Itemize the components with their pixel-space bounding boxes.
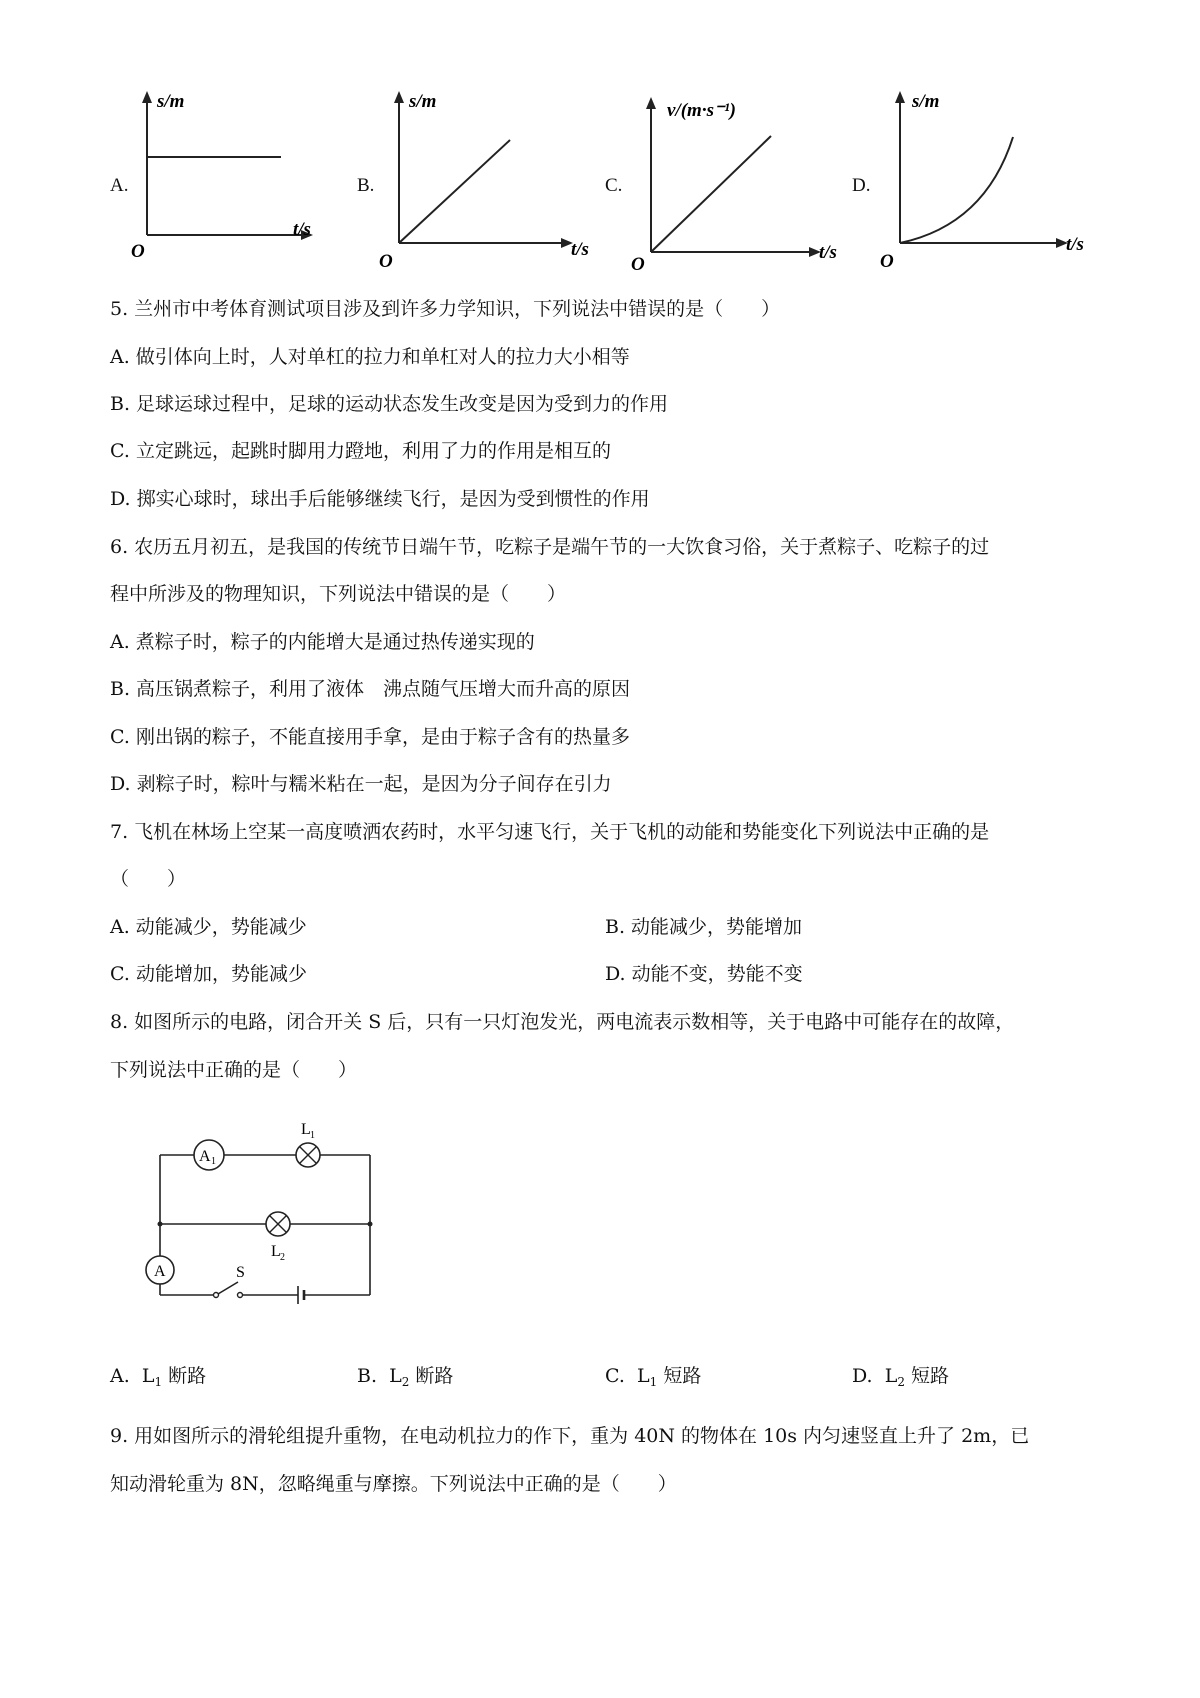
x-axis-label: t/s <box>1066 234 1084 255</box>
y-axis-arrow-icon <box>895 91 905 103</box>
question-8-option-c: C. $L_1$ 短路 <box>605 1365 702 1389</box>
graph-option-c-letter: C. <box>605 175 623 196</box>
switch-label: S <box>236 1264 245 1281</box>
question-6-option-a: A. 煮粽子时，粽子的内能增大是通过热传递实现的 <box>110 631 535 653</box>
question-6-option-c: C. 刚出锅的粽子，不能直接用手拿，是由于粽子含有的热量多 <box>110 726 630 748</box>
question-5-option-c: C. 立定跳远，起跳时脚用力蹬地，利用了力的作用是相互的 <box>110 440 611 462</box>
origin-label: O <box>131 241 145 262</box>
question-7-option-a: A. 动能减少，势能减少 <box>110 916 307 938</box>
question-8-stem-line1: 8. 如图所示的电路，闭合开关 S 后，只有一只灯泡发光，两电流表示数相等，关于电路中可能存在的故障， <box>110 1011 1015 1033</box>
y-axis-label: s/m <box>409 91 437 112</box>
y-axis-arrow-icon <box>646 97 656 109</box>
ammeter-a1-subscript: 1 <box>211 1156 216 1167</box>
x-axis-label: t/s <box>571 239 589 260</box>
x-axis-label: t/s <box>293 219 311 240</box>
lamp-l1-subscript: 1 <box>310 1130 315 1141</box>
question-6-stem-line2: 程中所涉及的物理知识，下列说法中错误的是（ ） <box>110 583 567 605</box>
question-7-stem-line2: （ ） <box>110 868 187 890</box>
question-7-option-c: C. 动能增加，势能减少 <box>110 963 307 985</box>
question-5-option-b: B. 足球运球过程中，足球的运动状态发生改变是因为受到力的作用 <box>110 393 669 415</box>
switch-lever <box>218 1282 238 1294</box>
lamp-l2-subscript: 2 <box>280 1252 285 1263</box>
origin-label: O <box>379 251 393 272</box>
graph-option-b-letter: B. <box>357 175 375 196</box>
question-6-option-b: B. 高压锅煮粽子，利用了液体 沸点随气压增大而升高的原因 <box>110 678 631 700</box>
question-7-stem-line1: 7. 飞机在林场上空某一高度喷洒农药时，水平匀速飞行，关于飞机的动能和势能变化下列说法中正确的是 <box>110 821 990 843</box>
graph-line <box>651 136 771 252</box>
graph-option-a <box>131 85 320 262</box>
question-8-option-d: D. $L_2$ 短路 <box>852 1365 950 1389</box>
y-axis-label: v/(m·s⁻¹) <box>667 100 737 121</box>
y-axis-label: s/m <box>157 91 185 112</box>
graph-curve <box>900 137 1013 243</box>
question-5-stem: 5. 兰州市中考体育测试项目涉及到许多力学知识，下列说法中错误的是（ ） <box>110 298 781 320</box>
lamp-l1-label: L <box>301 1121 311 1138</box>
y-axis-arrow-icon <box>394 91 404 103</box>
graph-option-d-letter: D. <box>852 175 871 196</box>
question-8-option-a: A. $L_1$ 断路 <box>110 1365 207 1389</box>
question-5-option-d: D. 掷实心球时，球出手后能够继续飞行，是因为受到惯性的作用 <box>110 488 650 510</box>
question-6-option-d: D. 剥粽子时，粽叶与糯米粘在一起，是因为分子间存在引力 <box>110 773 612 795</box>
question-7-option-d: D. 动能不变，势能不变 <box>605 963 803 985</box>
origin-label: O <box>631 254 645 275</box>
origin-label: O <box>880 251 894 272</box>
question-9-stem-line1: 9. 用如图所示的滑轮组提升重物，在电动机拉力的作下，重为 40N 的物体在 10s 内匀速竖直上升了 2m，已 <box>110 1425 1030 1447</box>
graph-option-a-letter: A. <box>110 175 129 196</box>
question-6-stem-line1: 6. 农历五月初五，是我国的传统节日端午节，吃粽子是端午节的一大饮食习俗，关于煮粽子、吃粽子的过 <box>110 536 990 558</box>
graph-option-c <box>631 92 855 275</box>
question-8-option-b: B. $L_2$ 断路 <box>357 1365 454 1389</box>
question-8-stem-line2: 下列说法中正确的是（ ） <box>110 1059 358 1081</box>
ammeter-a-label: A <box>154 1263 166 1280</box>
question-9-stem-line2: 知动滑轮重为 8N，忽略绳重与摩擦。下列说法中正确的是（ ） <box>110 1473 677 1495</box>
graph-line <box>399 140 510 243</box>
question-5-option-a: A. 做引体向上时，人对单杠的拉力和单杠对人的拉力大小相等 <box>110 346 630 368</box>
ammeter-a1-label: A <box>199 1148 211 1165</box>
graph-option-b <box>379 85 595 272</box>
y-axis-arrow-icon <box>142 91 152 103</box>
question-7-option-b: B. 动能减少，势能增加 <box>605 916 803 938</box>
y-axis-label: s/m <box>912 91 940 112</box>
graph-option-d <box>880 85 1105 272</box>
circuit-diagram <box>138 1110 398 1315</box>
x-axis-label: t/s <box>819 242 837 263</box>
lamp-l2-label: L <box>271 1243 281 1260</box>
